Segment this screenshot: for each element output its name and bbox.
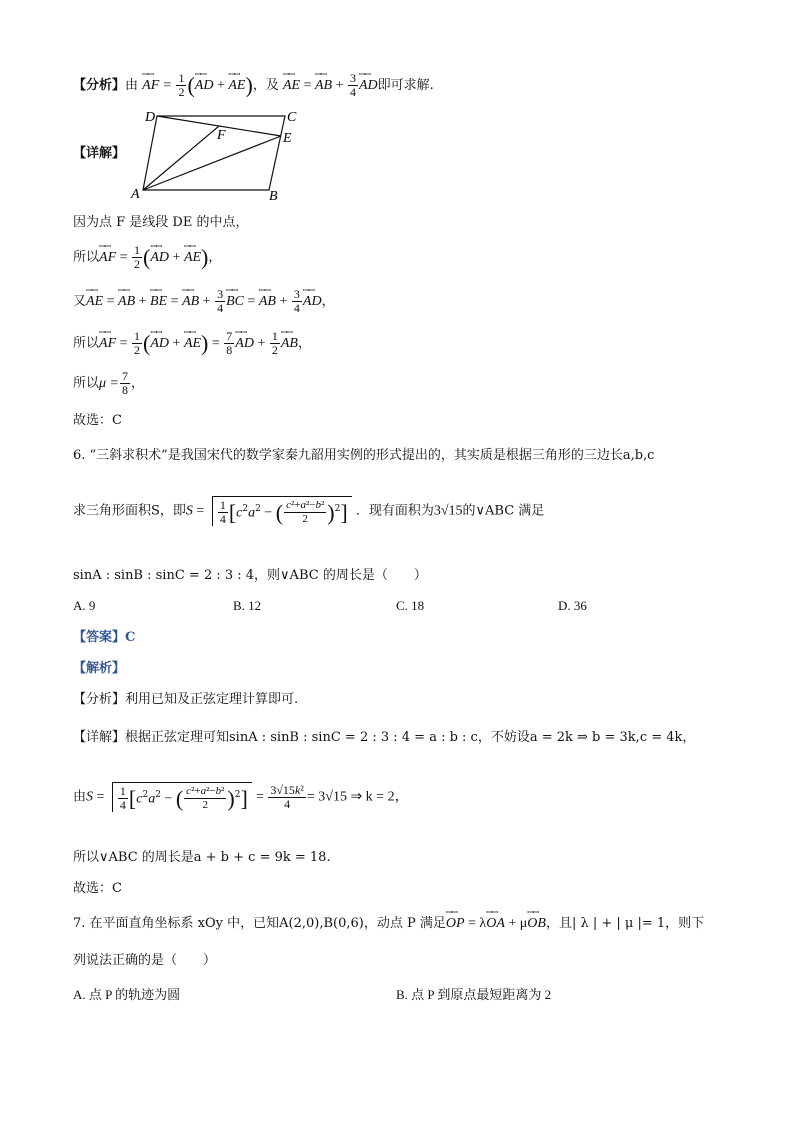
- parallelogram-figure: [125, 106, 315, 202]
- q7-option-b[interactable]: B. 点 P 到原点最短距离为 2: [396, 987, 552, 1002]
- detail-tag: 【详解】: [73, 146, 126, 161]
- q6-answer: 【答案】C: [73, 630, 136, 645]
- label-F: F: [217, 128, 226, 143]
- q7-line-2: 列说法正确的是（ ）: [73, 953, 217, 968]
- detail-line-2: 所以ꟷꟷ AF = $\frac{1}{2}$ (ꟷꟷ AD + ꟷꟷ AE)，: [73, 244, 221, 271]
- q6-fenxi: 【分析】利用已知及正弦定理计算即可.: [73, 692, 299, 707]
- q6-choice: 故选：C: [73, 881, 122, 896]
- detail-line-1: 因为点 F 是线段 DE 的中点，: [73, 215, 249, 230]
- detail-line-3: 又ꟷꟷ AE = ꟷꟷ AB + ꟷꟷ BE = ꟷꟷ AB + $\frac{3}{4}$ ꟷꟷ BC = ꟷꟷ AB + $\frac{3}{4}$ ꟷꟷ AD，: [73, 288, 335, 315]
- analysis-tag: 【分析】: [73, 78, 126, 93]
- label-D: D: [145, 110, 156, 125]
- label-C: C: [287, 110, 297, 125]
- q6-option-c[interactable]: C. 18: [396, 598, 425, 613]
- detail-line-5: 所以μ = $\frac{7}{8}$ ，: [73, 369, 145, 397]
- q7-option-a[interactable]: A. 点 P 的轨迹为圆: [73, 987, 181, 1002]
- q6-line-3: sinA : sinB : sinC = 2 : 3 : 4，则∨ABC 的周长是（ ）: [73, 568, 427, 583]
- label-A: A: [131, 187, 140, 202]
- label-B: B: [269, 189, 278, 202]
- q6-perimeter: 所以∨ABC 的周长是a + b + c = 9k = 18.: [73, 850, 331, 865]
- q6-option-b[interactable]: B. 12: [233, 598, 262, 613]
- label-E: E: [283, 131, 292, 146]
- q6-calc: 由S = $\frac{1}{4}$ [$c^2a^2$ − ( $\frac{\text{c²+a²−b²}}{2}$ )$^2$] = $\frac{\text{3√15k²}}{4}$ = 3√15 ⇒ k = 2，: [73, 782, 409, 813]
- q6-line-1: 6. “三斜求积术”是我国宋代的数学家秦九韶用实例的形式提出的，其实质是根据三角形的三边长a,b,c: [73, 448, 655, 463]
- detail-choice: 故选：C: [73, 413, 122, 428]
- q6-option-a[interactable]: A. 9: [73, 598, 96, 613]
- q6-line-2: 求三角形面积S，即S = $\frac{1}{4}$ [$c^2a^2$ − ( $\frac{\text{c²+a²−b²}}{2}$ )$^2$] ．现有面积为3√15的∨ABC 满足: [73, 496, 544, 526]
- q7-line-1: 7. 在平面直角坐标系 xOy 中，已知A(2,0),B(0,6)，动点 P 满足ꟷꟷ OP = λꟷꟷ OA + μꟷꟷ OB，且| λ | + | μ |= 1，则下: [73, 914, 704, 934]
- q6-option-d[interactable]: D. 36: [558, 598, 587, 613]
- analysis-line: 【分析】由 ꟷꟷ AF = $\frac{1}{2}$ (ꟷꟷ AD + ꟷꟷ AE)，及 ꟷꟷ AE = ꟷꟷ AB + $\frac{3}{4}$ ꟷꟷ AD即可求解.: [73, 72, 434, 99]
- detail-line-4: 所以ꟷꟷ AF = $\frac{1}{2}$ (ꟷꟷ AD + ꟷꟷ AE) = $\frac{7}{8}$ ꟷꟷ AD + $\frac{1}{2}$ ꟷꟷ AB，: [73, 330, 311, 357]
- q6-xiangjie: 【详解】根据正弦定理可知sinA : sinB : sinC = 2 : 3 : 4 = a : b : c，不妨设a = 2k ⇒ b = 3k,c = 4k，: [73, 730, 696, 745]
- q6-jiexi: 【解析】: [73, 661, 126, 676]
